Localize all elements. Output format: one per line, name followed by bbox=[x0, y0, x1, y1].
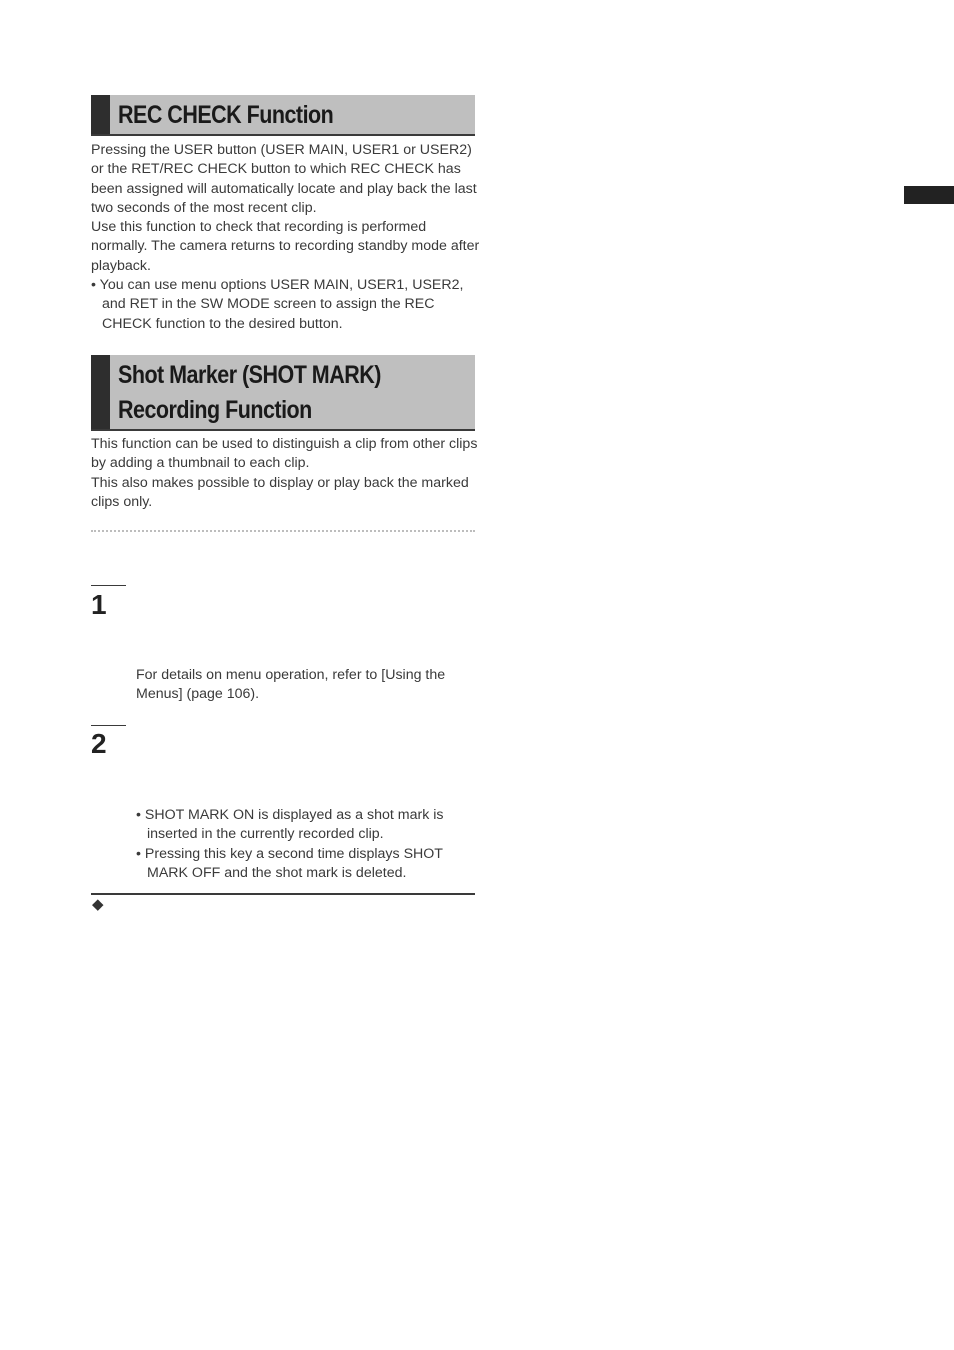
step-number: 2 bbox=[91, 728, 107, 759]
diamond-icon: ◆ bbox=[92, 896, 104, 913]
section-heading-rec-check bbox=[91, 95, 475, 136]
shot-marker-body bbox=[91, 435, 481, 512]
paragraph: This also makes possible to display or play back the marked clips only. bbox=[91, 474, 469, 510]
bullet-item: • Pressing this key a second time displays SHOT MARK OFF and the shot mark is deleted. bbox=[136, 845, 443, 881]
rec-check-body bbox=[91, 141, 481, 334]
end-divider bbox=[91, 893, 475, 895]
bullet-item: • SHOT MARK ON is displayed as a shot mark is inserted in the currently recorded clip. bbox=[136, 807, 444, 843]
step-number: 1 bbox=[91, 589, 107, 620]
dotted-divider bbox=[91, 530, 475, 532]
step-rule bbox=[91, 585, 126, 586]
paragraph: Pressing the USER button (USER MAIN, USER1 or USER2) or the RET/REC CHECK button to which REC CHECK has been assigned will automatically locate and play back the last two seconds of the most recent clip. bbox=[91, 142, 477, 216]
section-title: REC CHECK Function bbox=[118, 101, 334, 129]
chapter-tab-marker bbox=[904, 186, 954, 204]
heading-accent-bar bbox=[91, 95, 110, 134]
bullet-item: • You can use menu options USER MAIN, USER1, USER2, and RET in the SW MODE screen to assign the REC CHECK function to the desired button. bbox=[91, 277, 464, 332]
section-title-line: Shot Marker (SHOT MARK) bbox=[118, 361, 381, 389]
step-1-note bbox=[136, 666, 476, 705]
section-heading-shot-marker bbox=[91, 355, 475, 431]
step-rule bbox=[91, 725, 126, 726]
paragraph: This function can be used to distinguish a clip from other clips by adding a thumbnail to each clip. bbox=[91, 436, 478, 472]
heading-accent-bar bbox=[91, 355, 110, 429]
paragraph: Use this function to check that recording is performed normally. The camera returns to recording standby mode after playback. bbox=[91, 219, 480, 274]
step-note: For details on menu operation, refer to [Using the Menus] (page 106). bbox=[136, 667, 446, 703]
step-2-notes bbox=[136, 806, 476, 883]
section-title bbox=[118, 358, 381, 428]
section-title-line: Recording Function bbox=[118, 396, 312, 424]
